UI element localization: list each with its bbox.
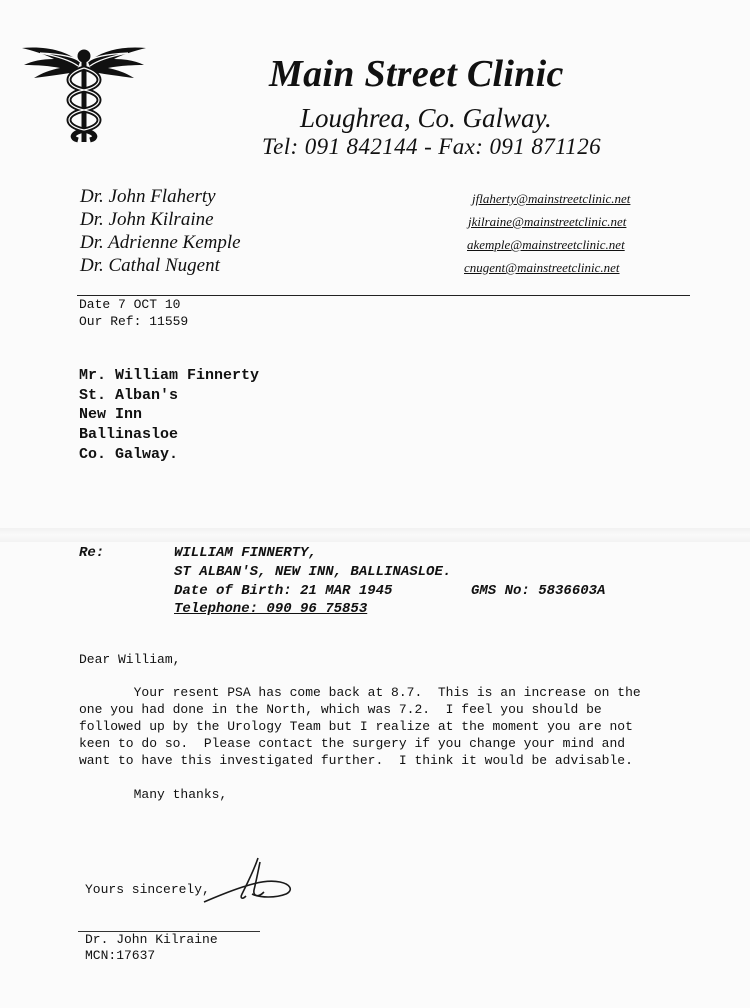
doctor-email: jkilraine@mainstreetclinic.net — [468, 214, 627, 229]
closing-line: Many thanks, — [79, 787, 228, 802]
recipient-line: St. Alban's — [79, 387, 179, 404]
re-gms-number: GMS No: 5836603A — [471, 583, 606, 599]
body-line: one you had done in the North, which was 7.2. I feel you should be — [79, 702, 602, 717]
clinic-name: Main Street Clinic — [269, 53, 564, 95]
re-patient-name: WILLIAM FINNERTY, — [174, 545, 317, 561]
body-line: followed up by the Urology Team but I realize at the moment you are not — [79, 719, 633, 734]
signatory-mcn: MCN:17637 — [85, 948, 156, 963]
body-line: Your resent PSA has come back at 8.7. This is an increase on the — [79, 685, 641, 700]
doctor-email: jflaherty@mainstreetclinic.net — [472, 191, 631, 206]
doctor-name: Dr. John Flaherty — [80, 186, 216, 207]
doctor-email: cnugent@mainstreetclinic.net — [464, 260, 620, 275]
clinic-phone-fax: Tel: 091 842144 - Fax: 091 871126 — [262, 134, 602, 159]
recipient-line: New Inn — [79, 406, 143, 423]
paper-fold — [0, 528, 750, 542]
doctor-name: Dr. John Kilraine — [80, 209, 214, 230]
doctor-name: Dr. Adrienne Kemple — [80, 232, 241, 253]
sign-off: Yours sincerely, — [85, 882, 210, 897]
re-label: Re: — [79, 545, 105, 561]
clinic-address: Loughrea, Co. Galway. — [300, 103, 552, 133]
doctor-email: akemple@mainstreetclinic.net — [467, 237, 625, 252]
re-telephone: Telephone: 090 96 75853 — [174, 601, 368, 617]
signatory-name: Dr. John Kilraine — [85, 932, 218, 947]
salutation: Dear William, — [79, 652, 181, 667]
caduceus-icon — [20, 32, 148, 144]
header-divider — [77, 295, 690, 296]
body-line: keen to do so. Please contact the surgery if you change your mind and — [79, 736, 626, 751]
our-reference: Our Ref: 11559 — [79, 314, 189, 329]
re-date-of-birth: Date of Birth: 21 MAR 1945 — [174, 583, 393, 599]
doctor-name: Dr. Cathal Nugent — [80, 255, 220, 276]
body-line: want to have this investigated further. I think it would be advisable. — [79, 753, 633, 768]
recipient-line: Co. Galway. — [79, 446, 179, 463]
re-patient-address: ST ALBAN'S, NEW INN, BALLINASLOE. — [174, 564, 452, 580]
handwritten-signature — [198, 852, 302, 910]
recipient-line: Mr. William Finnerty — [79, 367, 260, 384]
recipient-line: Ballinasloe — [79, 426, 179, 443]
letter-date: Date 7 OCT 10 — [79, 297, 181, 312]
